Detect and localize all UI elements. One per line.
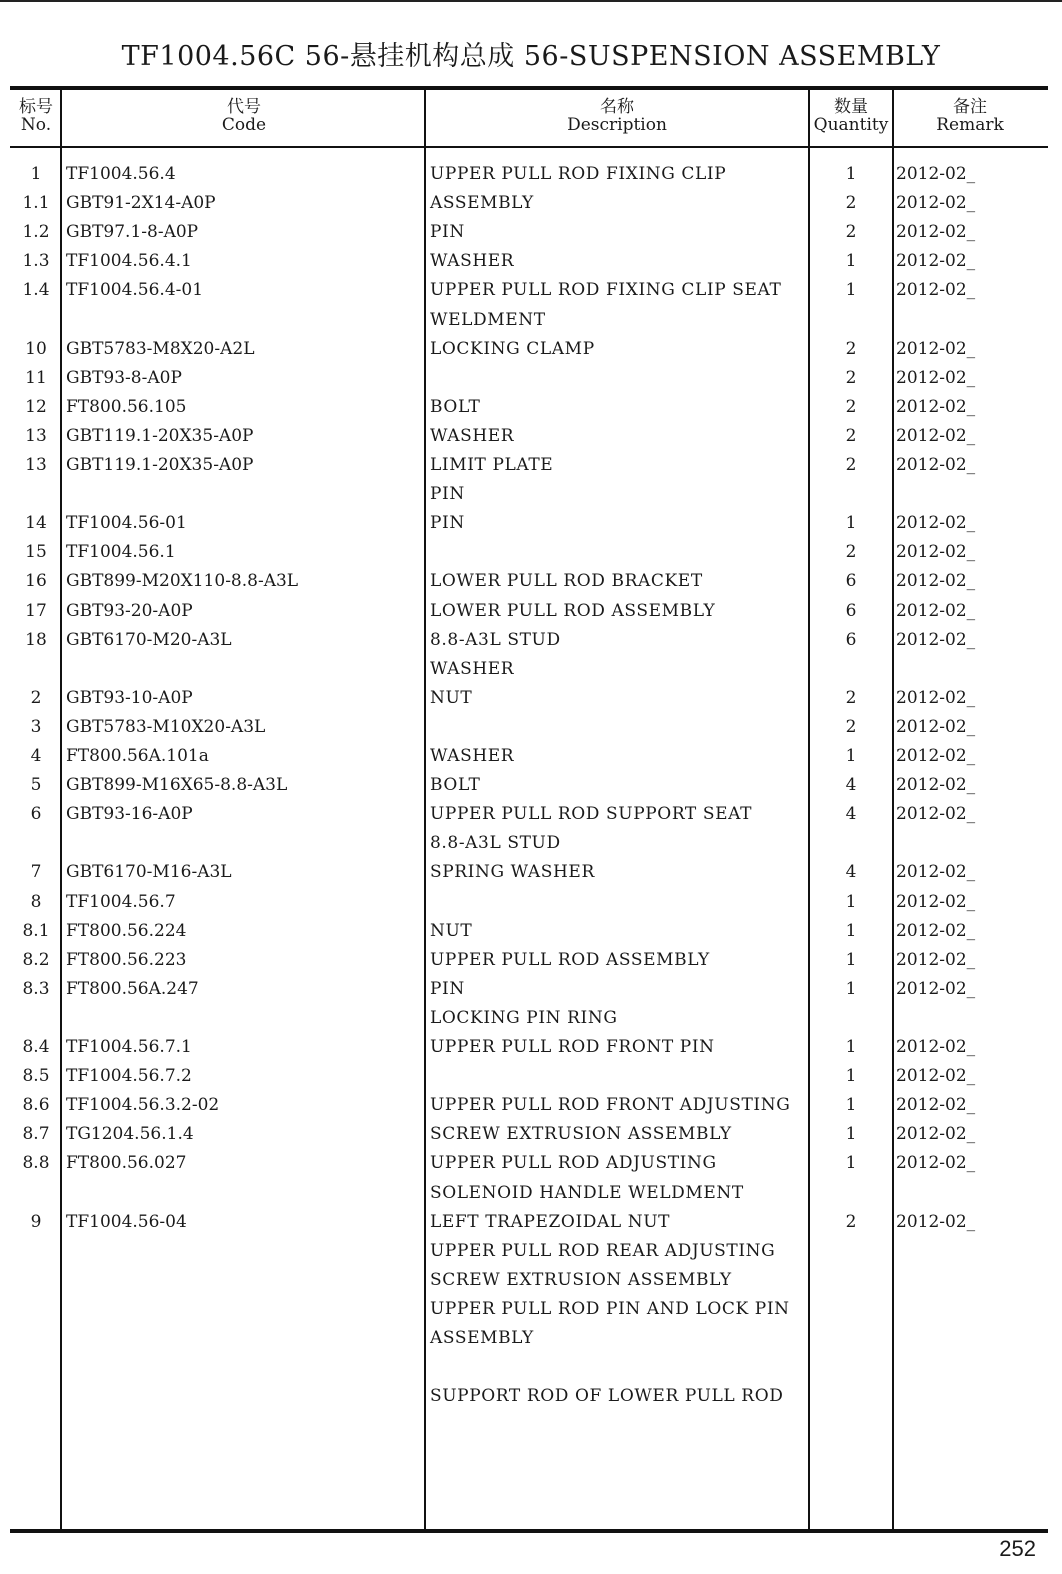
row-remark: 2012-02_: [896, 862, 976, 882]
row-quantity: 1: [845, 1095, 857, 1115]
row-no: 6: [30, 804, 42, 824]
row-code: TF1004.56.7.1: [66, 1037, 192, 1057]
row-code: GBT899-M20X110-8.8-A3L: [66, 571, 299, 591]
header-remark-en: Remark: [936, 115, 1004, 135]
row-no: 8.3: [22, 979, 50, 999]
description-line: LOCKING PIN RING: [430, 1008, 618, 1028]
row-no: 4: [30, 746, 42, 766]
row-no: 7: [30, 862, 42, 882]
row-quantity: 4: [845, 862, 857, 882]
row-remark: 2012-02_: [896, 513, 976, 533]
row-code: FT800.56A.247: [66, 979, 199, 999]
header-desc: [426, 98, 808, 134]
description-line: BOLT: [430, 397, 481, 417]
row-no: 8.5: [22, 1066, 50, 1086]
row-quantity: 1: [845, 251, 857, 271]
description-line: ASSEMBLY: [430, 193, 534, 213]
row-code: GBT6170-M16-A3L: [66, 862, 232, 882]
row-no: 10: [25, 339, 47, 359]
description-line: BOLT: [430, 775, 481, 795]
page-number: 252: [999, 1536, 1036, 1561]
row-quantity: 1: [845, 921, 857, 941]
description-line: UPPER PULL ROD FRONT ADJUSTING: [430, 1095, 791, 1115]
row-no: 8.2: [22, 950, 50, 970]
row-remark: 2012-02_: [896, 1153, 976, 1173]
row-remark: 2012-02_: [896, 1066, 976, 1086]
row-quantity: 1: [845, 979, 857, 999]
row-remark: 2012-02_: [896, 630, 976, 650]
row-remark: 2012-02_: [896, 746, 976, 766]
row-no: 1.3: [22, 251, 50, 271]
header-desc-cn: 名称: [600, 97, 634, 117]
top-rule: [0, 0, 1062, 2]
description-line: SCREW EXTRUSION ASSEMBLY: [430, 1124, 732, 1144]
row-remark: 2012-02_: [896, 921, 976, 941]
row-remark: 2012-02_: [896, 950, 976, 970]
row-no: 13: [25, 455, 47, 475]
description-line: SPRING WASHER: [430, 862, 595, 882]
row-code: GBT93-10-A0P: [66, 688, 193, 708]
header-no: [10, 98, 62, 134]
row-code: GBT5783-M8X20-A2L: [66, 339, 255, 359]
description-line: WELDMENT: [430, 310, 546, 330]
row-code: GBT97.1-8-A0P: [66, 222, 199, 242]
row-code: GBT5783-M10X20-A3L: [66, 717, 266, 737]
header-code: [64, 98, 424, 134]
description-line: NUT: [430, 688, 473, 708]
row-remark: 2012-02_: [896, 601, 976, 621]
row-no: 1.2: [22, 222, 50, 242]
row-quantity: 4: [845, 804, 857, 824]
row-remark: 2012-02_: [896, 542, 976, 562]
row-no: 16: [25, 571, 47, 591]
row-no: 8.1: [22, 921, 50, 941]
row-quantity: 1: [845, 1153, 857, 1173]
row-remark: 2012-02_: [896, 1124, 976, 1144]
row-quantity: 1: [845, 892, 857, 912]
row-code: GBT6170-M20-A3L: [66, 630, 232, 650]
row-remark: 2012-02_: [896, 339, 976, 359]
row-no: 3: [30, 717, 42, 737]
header-qty-en: Quantity: [813, 115, 889, 135]
row-code: TF1004.56.7.2: [66, 1066, 192, 1086]
row-no: 8.6: [22, 1095, 50, 1115]
description-line: ASSEMBLY: [430, 1328, 534, 1348]
row-quantity: 2: [845, 193, 857, 213]
row-quantity: 2: [845, 339, 857, 359]
row-remark: 2012-02_: [896, 979, 976, 999]
description-line: PIN: [430, 484, 465, 504]
row-quantity: 6: [845, 601, 857, 621]
row-no: 1.1: [22, 193, 50, 213]
row-remark: 2012-02_: [896, 222, 976, 242]
row-code: FT800.56.223: [66, 950, 187, 970]
row-quantity: 1: [845, 164, 857, 184]
row-remark: 2012-02_: [896, 775, 976, 795]
row-quantity: 1: [845, 1066, 857, 1086]
column-divider: [892, 88, 894, 1530]
row-no: 14: [25, 513, 47, 533]
row-remark: 2012-02_: [896, 571, 976, 591]
row-quantity: 2: [845, 455, 857, 475]
description-line: UPPER PULL ROD FIXING CLIP SEAT: [430, 280, 782, 300]
row-no: 2: [30, 688, 42, 708]
row-code: TF1004.56.4-01: [66, 280, 204, 300]
row-quantity: 1: [845, 746, 857, 766]
row-remark: 2012-02_: [896, 426, 976, 446]
description-line: PIN: [430, 513, 465, 533]
row-code: GBT93-8-A0P: [66, 368, 182, 388]
row-quantity: 2: [845, 1212, 857, 1232]
description-line: LOWER PULL ROD BRACKET: [430, 571, 703, 591]
header-qty: [810, 98, 892, 134]
row-code: TF1004.56.4.1: [66, 251, 192, 271]
description-line: 8.8-A3L STUD: [430, 833, 561, 853]
row-quantity: 2: [845, 717, 857, 737]
row-no: 8.4: [22, 1037, 50, 1057]
row-quantity: 1: [845, 513, 857, 533]
row-quantity: 2: [845, 368, 857, 388]
row-no: 17: [25, 601, 47, 621]
header-code-en: Code: [221, 115, 267, 135]
description-line: SUPPORT ROD OF LOWER PULL ROD: [430, 1386, 784, 1406]
row-no: 8.8: [22, 1153, 50, 1173]
page-title: TF1004.56C 56-悬挂机构总成 56-SUSPENSION ASSEMBLY: [121, 41, 941, 72]
row-remark: 2012-02_: [896, 717, 976, 737]
row-no: 13: [25, 426, 47, 446]
row-code: FT800.56.105: [66, 397, 187, 417]
row-quantity: 2: [845, 222, 857, 242]
description-line: PIN: [430, 222, 465, 242]
row-quantity: 6: [845, 630, 857, 650]
footer-rule: [10, 1529, 1048, 1533]
description-line: PIN: [430, 979, 465, 999]
description-line: UPPER PULL ROD PIN AND LOCK PIN: [430, 1299, 790, 1319]
row-no: 5: [30, 775, 42, 795]
row-quantity: 1: [845, 280, 857, 300]
row-quantity: 1: [845, 950, 857, 970]
header-qty-cn: 数量: [834, 97, 868, 117]
row-remark: 2012-02_: [896, 193, 976, 213]
row-no: 8: [30, 892, 42, 912]
row-code: TF1004.56.7: [66, 892, 176, 912]
header-code-cn: 代号: [227, 97, 261, 117]
description-line: WASHER: [430, 426, 515, 446]
row-remark: 2012-02_: [896, 397, 976, 417]
description-line: LOWER PULL ROD ASSEMBLY: [430, 601, 716, 621]
description-line: LOCKING CLAMP: [430, 339, 595, 359]
row-quantity: 6: [845, 571, 857, 591]
row-no: 1.4: [22, 280, 50, 300]
row-remark: 2012-02_: [896, 1095, 976, 1115]
description-line: UPPER PULL ROD REAR ADJUSTING: [430, 1241, 776, 1261]
header-no-cn: 标号: [19, 97, 53, 117]
row-code: TF1004.56-01: [66, 513, 187, 533]
description-line: LEFT TRAPEZOIDAL NUT: [430, 1212, 671, 1232]
row-remark: 2012-02_: [896, 455, 976, 475]
row-code: TF1004.56.4: [66, 164, 176, 184]
row-no: 1: [30, 164, 42, 184]
row-remark: 2012-02_: [896, 251, 976, 271]
description-line: UPPER PULL ROD FRONT PIN: [430, 1037, 715, 1057]
row-quantity: 4: [845, 775, 857, 795]
description-line: UPPER PULL ROD ASSEMBLY: [430, 950, 710, 970]
row-code: GBT93-20-A0P: [66, 601, 193, 621]
row-remark: 2012-02_: [896, 280, 976, 300]
row-quantity: 2: [845, 397, 857, 417]
row-code: FT800.56A.101a: [66, 746, 209, 766]
row-quantity: 2: [845, 426, 857, 446]
row-code: FT800.56.027: [66, 1153, 187, 1173]
row-no: 9: [30, 1212, 42, 1232]
row-code: GBT91-2X14-A0P: [66, 193, 216, 213]
row-code: TF1004.56.1: [66, 542, 176, 562]
row-code: TF1004.56.3.2-02: [66, 1095, 220, 1115]
description-line: UPPER PULL ROD FIXING CLIP: [430, 164, 727, 184]
description-line: WASHER: [430, 746, 515, 766]
description-line: 8.8-A3L STUD: [430, 630, 561, 650]
description-line: WASHER: [430, 659, 515, 679]
row-code: GBT119.1-20X35-A0P: [66, 426, 254, 446]
header-remark: [894, 98, 1046, 134]
row-remark: 2012-02_: [896, 804, 976, 824]
header-no-en: No.: [20, 115, 52, 135]
row-quantity: 1: [845, 1037, 857, 1057]
row-quantity: 1: [845, 1124, 857, 1144]
row-no: 12: [25, 397, 47, 417]
row-code: GBT93-16-A0P: [66, 804, 193, 824]
header-desc-en: Description: [567, 115, 667, 135]
row-no: 8.7: [22, 1124, 50, 1144]
description-line: SCREW EXTRUSION ASSEMBLY: [430, 1270, 732, 1290]
row-code: GBT899-M16X65-8.8-A3L: [66, 775, 288, 795]
description-line: UPPER PULL ROD SUPPORT SEAT: [430, 804, 753, 824]
row-no: 11: [25, 368, 47, 388]
row-quantity: 2: [845, 542, 857, 562]
row-no: 18: [25, 630, 47, 650]
row-remark: 2012-02_: [896, 688, 976, 708]
row-code: GBT119.1-20X35-A0P: [66, 455, 254, 475]
row-remark: 2012-02_: [896, 1037, 976, 1057]
description-line: LIMIT PLATE: [430, 455, 554, 475]
row-code: TG1204.56.1.4: [66, 1124, 194, 1144]
description-line: WASHER: [430, 251, 515, 271]
description-line: NUT: [430, 921, 473, 941]
description-line: UPPER PULL ROD ADJUSTING: [430, 1153, 717, 1173]
row-remark: 2012-02_: [896, 164, 976, 184]
row-remark: 2012-02_: [896, 368, 976, 388]
row-code: FT800.56.224: [66, 921, 187, 941]
header-remark-cn: 备注: [953, 97, 987, 117]
row-quantity: 2: [845, 688, 857, 708]
description-line: SOLENOID HANDLE WELDMENT: [430, 1183, 744, 1203]
row-remark: 2012-02_: [896, 892, 976, 912]
row-no: 15: [25, 542, 47, 562]
row-code: TF1004.56-04: [66, 1212, 187, 1232]
row-remark: 2012-02_: [896, 1212, 976, 1232]
column-divider: [424, 88, 426, 1530]
